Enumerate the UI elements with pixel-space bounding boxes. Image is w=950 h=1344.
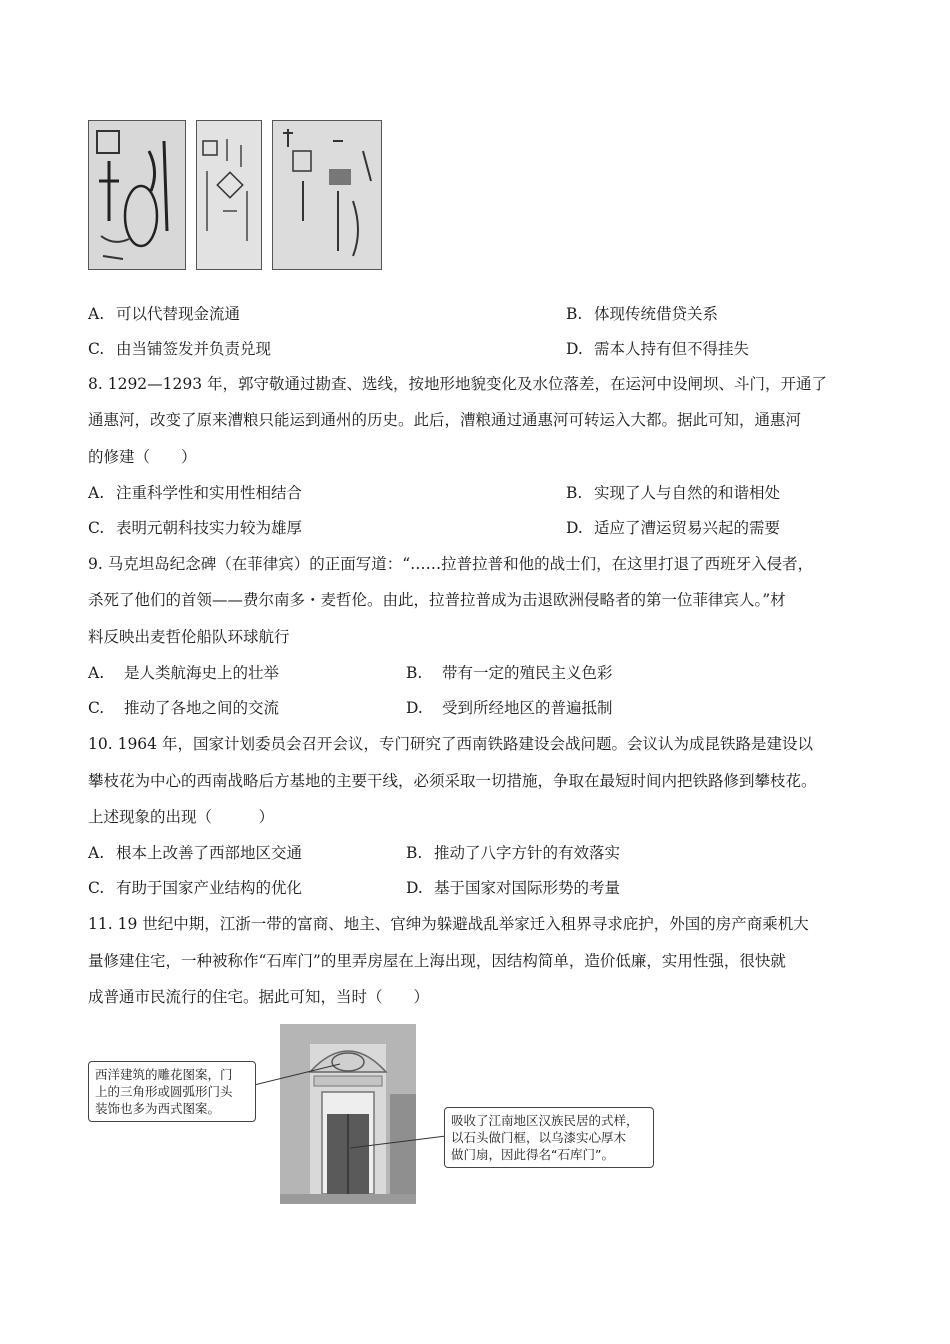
option-text: 可以代替现金流通 [116,305,241,323]
option-text: 体现传统借贷关系 [594,305,719,323]
option-label: A. [88,664,105,682]
option-label: A. [88,844,105,862]
option-text: 表明元朝科技实力较为雄厚 [116,519,303,537]
option-text: 需本人持有但不得挂失 [594,340,750,358]
option-label: C. [88,340,105,358]
q10-stem-line-3: 上述现象的出现（ ） [88,808,275,826]
option-label: D. [566,519,583,537]
option-label: B. [566,484,583,502]
option-label: B. [566,305,583,323]
option-label: B. [406,844,423,862]
option-label: A. [88,484,105,502]
q9-stem-line-1: 9. 马克坦岛纪念碑（在菲律宾）的正面写道：“……拉普拉普和他的战士们，在这里打退了西班牙入侵者， [88,555,814,573]
option-label: B. [406,664,423,682]
callout-right-line-2: 以石头做门框，以乌漆实心厚木 [451,1130,627,1145]
option-text: 基于国家对国际形势的考量 [434,879,621,897]
option-label: D. [566,340,583,358]
option-text: 根本上改善了西部地区交通 [116,844,303,862]
callout-left-line-2: 上的三角形或圆弧形门头 [95,1084,233,1099]
option-text: 推动了各地之间的交流 [124,699,280,717]
option-text: 带有一定的殖民主义色彩 [442,664,613,682]
q8-stem-line-3: 的修建（ ） [88,448,197,466]
callout-left-line-3: 装饰也多为西式图案。 [95,1101,221,1116]
callout-left [88,1061,256,1122]
q10-stem-line-1: 10. 1964 年，国家计划委员会召开会议，专门研究了西南铁路建设会战问题。会议认为成昆铁路是建设以 [88,735,813,753]
option-text: 实现了人与自然的和谐相处 [594,484,781,502]
option-text: 注重科学性和实用性相结合 [116,484,303,502]
callout-right [444,1107,654,1168]
callout-right-line-3: 做门扇，因此得名“石库门”。 [451,1147,614,1162]
q11-stem-line-3: 成普通市民流行的住宅。据此可知，当时（ ） [88,988,430,1006]
option-text: 推动了八字方针的有效落实 [434,844,621,862]
q11-stem-line-2: 量修建住宅，一种被称作“石库门”的里弄房屋在上海出现，因结构简单，造价低廉，实用性强，很快就 [88,952,786,970]
q10-stem-line-2: 攀枝花为中心的西南战略后方基地的主要干线，必须采取一切措施，争取在最短时间内把铁路修到攀枝花。 [88,772,817,790]
option-text: 由当铺签发并负责兑现 [116,340,272,358]
q9-stem-line-2: 杀死了他们的首领——费尔南多・麦哲伦。由此，拉普拉普成为击退欧洲侵略者的第一位菲律宾人。”材 [88,591,786,609]
option-label: C. [88,879,105,897]
option-label: D. [406,879,423,897]
option-label: C. [88,519,105,537]
option-text: 适应了漕运贸易兴起的需要 [594,519,781,537]
option-label: D. [406,699,423,717]
callout-left-line-1: 西洋建筑的雕花图案，门 [95,1067,233,1082]
q8-stem-line-2: 通惠河，改变了原来漕粮只能运到通州的历史。此后，漕粮通过通惠河可转运入大都。据此可知，通惠河 [88,411,802,429]
option-text: 是人类航海史上的壮举 [124,664,280,682]
callout-right-line-1: 吸收了江南地区汉族民居的式样， [451,1113,639,1128]
q8-stem-line-1: 8. 1292—1293 年，郭守敬通过勘查、选线，按地形地貌变化及水位落差，在运河中设闸坝、斗门，开通了 [88,375,828,393]
q9-stem-line-3: 料反映出麦哲伦船队环球航行 [88,628,290,646]
option-text: 受到所经地区的普遍抵制 [442,699,613,717]
option-text: 有助于国家产业结构的优化 [116,879,303,897]
option-label: C. [88,699,105,717]
option-label: A. [88,305,105,323]
q11-stem-line-1: 11. 19 世纪中期，江浙一带的富商、地主、官绅为躲避战乱举家迁入租界寻求庇护，外国的房产商乘机大 [88,915,809,933]
